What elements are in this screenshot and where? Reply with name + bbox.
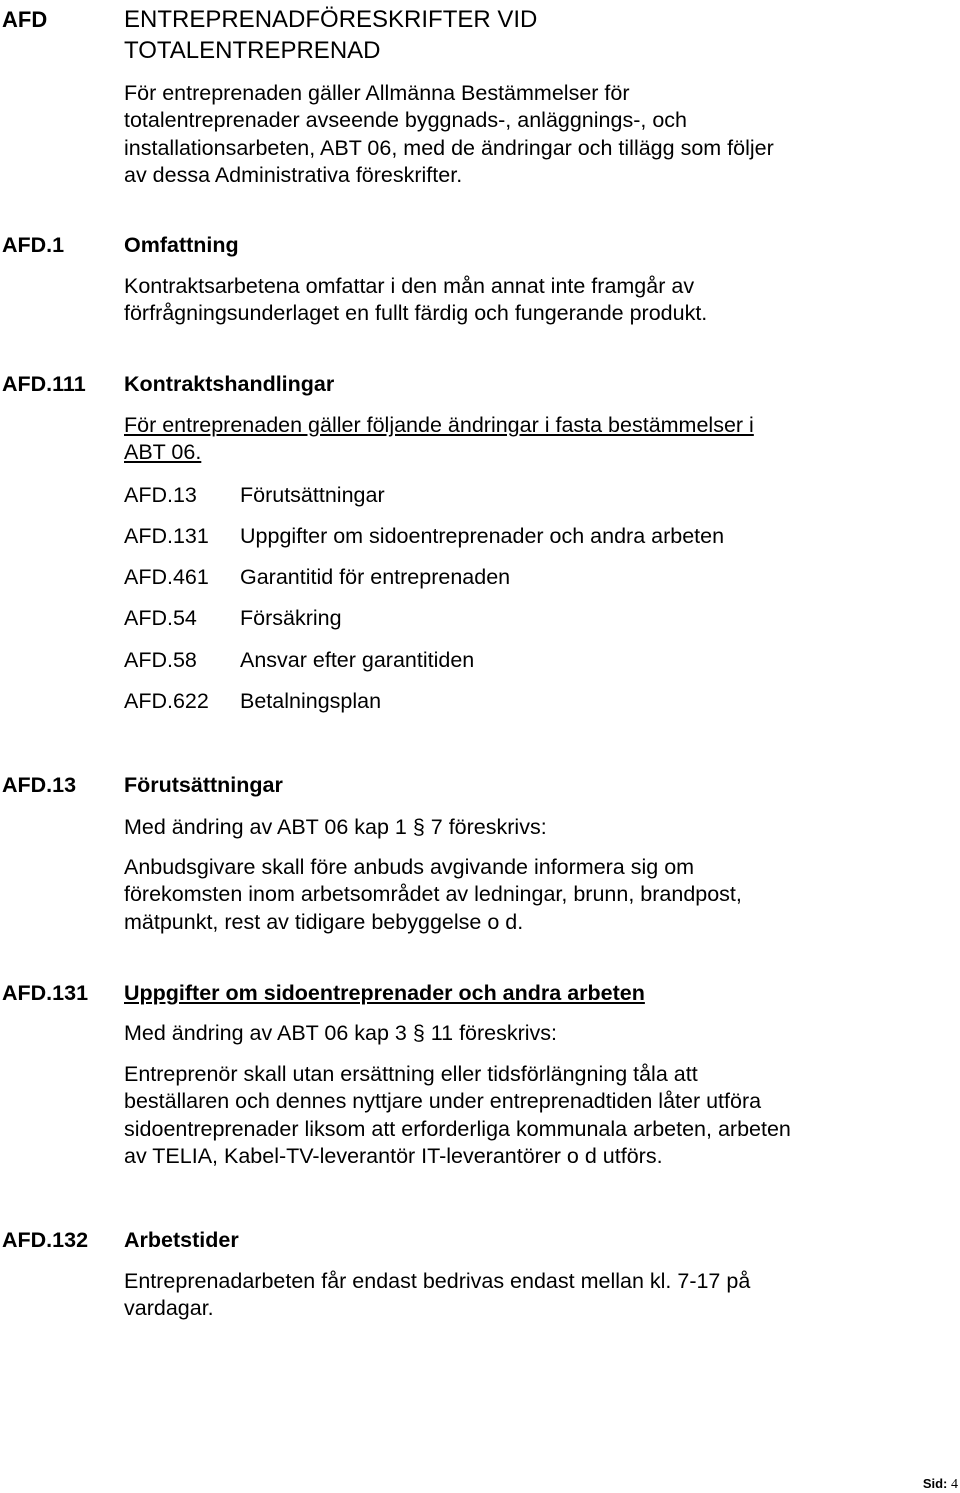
paragraph-line: vardagar. xyxy=(124,1296,214,1321)
section-code-afd-132: AFD.132 xyxy=(2,1228,89,1252)
list-item-code: AFD.131 xyxy=(124,524,209,548)
list-item-label: Garantitid för entreprenaden xyxy=(240,565,511,589)
contract-list-item xyxy=(124,522,724,550)
list-item-label: Ansvar efter garantitiden xyxy=(240,648,475,672)
paragraph-line xyxy=(124,439,900,466)
section-heading: Omfattning xyxy=(124,233,239,257)
contract-list-item xyxy=(124,646,474,674)
list-item-code: AFD.622 xyxy=(124,689,209,713)
list-item-code: AFD.13 xyxy=(124,483,197,507)
section-code-afd-13: AFD.13 xyxy=(2,773,77,797)
paragraph-line: förekomsten inom arbetsområdet av ledningar, brunn, brandpost, xyxy=(124,882,742,907)
document-header xyxy=(124,4,900,66)
section-heading: Arbetstider xyxy=(124,1228,239,1252)
intro-line: av dessa Administrativa föreskrifter. xyxy=(124,162,463,187)
underlined-paragraph-line: För entreprenaden gäller följande ändringar i fasta bestämmelser i xyxy=(124,413,754,437)
section-afd-131-text xyxy=(124,1061,900,1170)
paragraph-line: mätpunkt, rest av tidigare bebyggelse o d. xyxy=(124,909,524,934)
paragraph-line: av TELIA, Kabel-TV-leverantör IT-leverantörer o d utförs. xyxy=(124,1143,663,1168)
section-heading: Uppgifter om sidoentreprenader och andra arbeten xyxy=(124,981,645,1005)
section-code-afd-1: AFD.1 xyxy=(2,233,65,257)
contract-list-item xyxy=(124,563,510,591)
contract-list-item xyxy=(124,481,385,509)
list-item-label: Betalningsplan xyxy=(240,689,382,713)
list-item-label: Uppgifter om sidoentreprenader och andra arbeten xyxy=(240,524,725,548)
section-afd-131 xyxy=(124,979,900,1007)
page-number-value: 4 xyxy=(951,1477,958,1492)
section-code-afd: AFD xyxy=(2,7,48,32)
section-afd-131-change xyxy=(124,1020,900,1047)
change-clause: Med ändring av ABT 06 kap 3 § 11 föreskrivs: xyxy=(124,1021,558,1045)
list-item-code: AFD.58 xyxy=(124,648,197,672)
underlined-text: ABT 06. xyxy=(124,440,202,465)
paragraph-line: Anbudsgivare skall före anbuds avgivande informera sig om xyxy=(124,855,695,879)
section-code-afd-111: AFD.111 xyxy=(2,372,86,396)
paragraph-line: Kontraktsarbetena omfattar i den mån annat inte framgår av xyxy=(124,274,695,298)
section-heading: Förutsättningar xyxy=(124,773,283,797)
section-afd-13-change xyxy=(124,814,900,841)
section-afd-132-text xyxy=(124,1268,900,1323)
section-afd-13-text xyxy=(124,854,900,936)
paragraph-line: sidoentreprenader liksom att erforderliga kommunala arbeten, arbeten xyxy=(124,1116,791,1141)
change-clause: Med ändring av ABT 06 kap 1 § 7 föreskrivs: xyxy=(124,815,547,839)
list-item-label: Försäkring xyxy=(240,606,342,630)
paragraph-line: beställaren och dennes nyttjare under entreprenadtiden låter utföra xyxy=(124,1089,762,1114)
paragraph-line: Entreprenör skall utan ersättning eller tidsförlängning tåla att xyxy=(124,1062,698,1086)
section-afd-111-text xyxy=(124,412,900,467)
intro-line: totalentreprenader avseende byggnads-, anläggnings-, och xyxy=(124,108,687,133)
section-afd-13 xyxy=(124,771,900,799)
page-number xyxy=(923,1476,958,1493)
section-afd-1 xyxy=(124,231,900,259)
contract-list-item xyxy=(124,604,342,632)
document-title-line-2: TOTALENTREPRENAD xyxy=(124,37,381,64)
paragraph-line: Entreprenadarbeten får endast bedrivas endast mellan kl. 7-17 på xyxy=(124,1269,751,1293)
document-title-line-1: ENTREPRENADFÖRESKRIFTER VID xyxy=(124,6,538,33)
paragraph-line: förfrågningsunderlaget en fullt färdig och fungerande produkt. xyxy=(124,301,708,326)
contract-list-item xyxy=(124,687,381,715)
section-code-afd-131: AFD.131 xyxy=(2,981,89,1005)
section-heading: Kontraktshandlingar xyxy=(124,372,335,396)
list-item-code: AFD.461 xyxy=(124,565,209,589)
section-afd-111 xyxy=(124,370,900,398)
intro-line: installationsarbeten, ABT 06, med de ändringar och tillägg som följer xyxy=(124,135,774,160)
intro-paragraph xyxy=(124,80,900,189)
intro-line: För entreprenaden gäller Allmänna Bestämmelser för xyxy=(124,81,630,105)
section-afd-1-text xyxy=(124,273,900,328)
list-item-code: AFD.54 xyxy=(124,606,197,630)
list-item-label: Förutsättningar xyxy=(240,483,385,507)
page-number-label: Sid: xyxy=(922,1476,948,1491)
section-afd-132 xyxy=(124,1226,900,1254)
